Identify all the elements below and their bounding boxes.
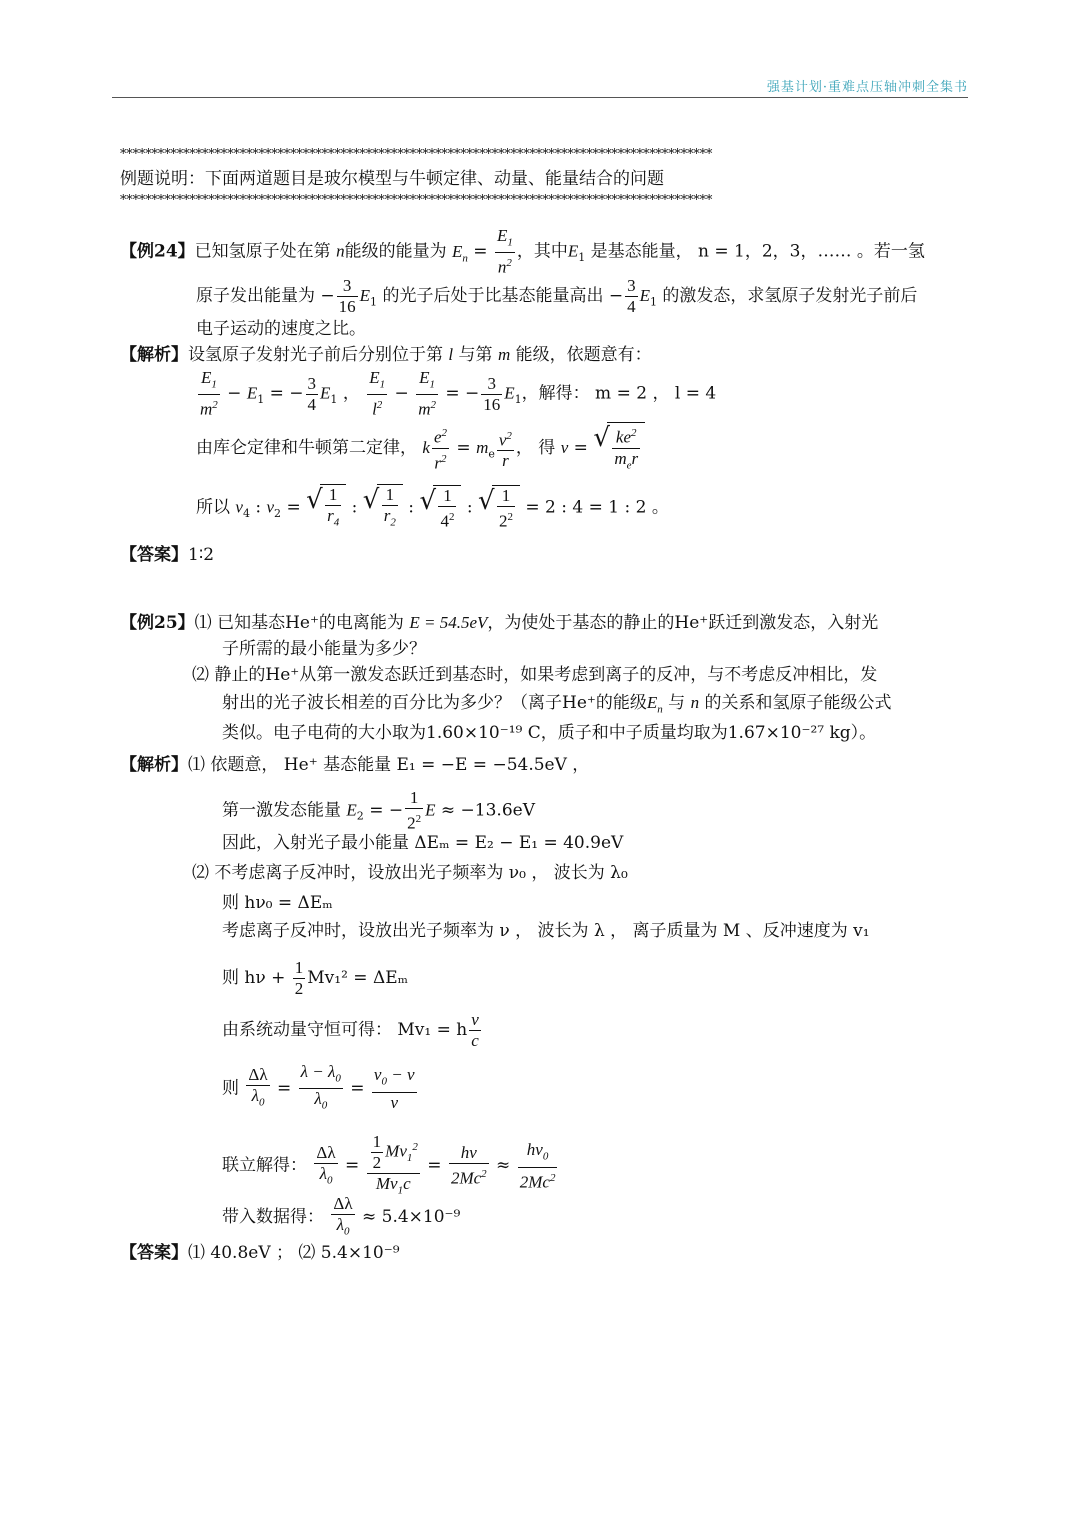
ex25-question-2a: ⑵ 静止的He⁺从第一激发态跃迁到基态时，如果考虑到离子的反冲，与不考虑反冲相比，发 (192, 665, 878, 685)
ex24-question-line3: 电子运动的速度之比。 (196, 319, 366, 339)
ex24-question-line2: 原子发出能量为 − $\frac{3}{16}$ $E_1$ 的光子后处于比基态能量高出 − $\frac{3}{4}$ $E_1$ 的激发态，求氢原子发射光子前后 (196, 276, 918, 316)
stars-divider-top: ********************************************************************************************** (120, 148, 713, 162)
ex25-solution-10: 联立解得： $\frac{\Delta\lambda}{\lambda_0}$ = $\frac{1}{2}$ $Mv_1^2$ $Mv_1c$ = $\frac{h\nu}{2Mc^2}$ ≈ $\frac{h\nu_0}{2Mc^2}$ (222, 1132, 559, 1200)
ex25-solution-11: 带入数据得： $\frac{\Delta\lambda}{\lambda_0}$ ≈ 5.4×10⁻⁹ (222, 1194, 460, 1241)
ex24-solution-coulomb: 由库仑定律和牛顿第二定律， k $\frac{e^2}{r^2}$ = $m_e$ $\frac{v^2}{r}$ ， 得 v = √ $\frac{ke^2}{m_er}$ (196, 422, 645, 475)
intro-label: 例题说明：下面两道题目是玻尔模型与牛顿定律、动量、能量结合的问题 (120, 169, 664, 189)
ex25-answer: 【答案】⑴ 40.8eV ； ⑵ 5.4×10⁻⁹ (120, 1243, 400, 1263)
ex25-solution-2: 第一激发态能量 $E_2$ = − $\frac{1}{2^2}$ E ≈ −13.6eV (222, 788, 535, 833)
ex25-solution-7: 则 hν + $\frac{1}{2}$ Mv₁² = ΔEₘ (222, 958, 409, 998)
ex25-solution-3: 因此，入射光子最小能量 ΔEₘ = E₂ − E₁ = 40.9eV (222, 833, 624, 853)
ex25-solution-9: 则 $\frac{\Delta\lambda}{\lambda_0}$ = $\frac{\lambda - \lambda_0}{\lambda_0}$ = $\frac{\nu_0 - \nu}{\nu}$ (222, 1062, 419, 1116)
fraction: $\frac{E_1}{n^2}$ (496, 226, 513, 278)
ex25-solution-1: 【解析】⑴ 依题意， He⁺ 基态能量 E₁ = −E = −54.5eV ， (120, 755, 590, 775)
ex25-solution-4: ⑵ 不考虑离子反冲时，设放出光子频率为 ν₀ ， 波长为 λ₀ (192, 863, 628, 883)
ex25-question-1b: 子所需的最小能量为多少？ (222, 639, 426, 659)
ex25-question-2c: 类似。电子电荷的大小取为1.60×10⁻¹⁹ C，质子和中子质量均取为1.67×10⁻²⁷ kg）。 (222, 723, 877, 743)
ex24-solution-line1: 【解析】设氢原子发射光子前后分别位于第 l 与第 m 能级，依题意有： (120, 345, 652, 365)
ex24-solution-ratio: 所以 $v_4$ : $v_2$ = √ $\frac{1}{r_4}$ : √ $\frac{1}{r_2}$ : √ $\frac{1}{4^2}$ : √ $\frac{1}{2^2}$ = 2 : 4 = 1 : 2 。 (196, 484, 669, 532)
ex25-solution-8: 由系统动量守恒可得： Mv₁ = h $\frac{\nu}{c}$ (222, 1010, 479, 1050)
ex25-question-2b: 射出的光子波长相差的百分比为多少？（离子He⁺的能级$E_n$ 与 n 的关系和氢原子能级公式 (222, 693, 892, 716)
header-title: 强基计划·重难点压轴冲刺全集书 (766, 80, 968, 95)
ex25-question-1a: 【例25】⑴ 已知基态He⁺的电离能为 E = 54.5eV，为使处于基态的静止的He⁺跃迁到激发态，入射光 (120, 613, 879, 633)
ex24-answer: 【答案】1∶2 (120, 545, 215, 565)
ex24-solution-equations: $\frac{E_1}{m^2}$ − $E_1$ = − $\frac{3}{4}$ $E_1$ ， $\frac{E_1}{l^2}$ − $\frac{E_1}{m^2}$ = − $\frac{3}{16}$ $E_1$，解得： m = 2 ， l = 4 (200, 368, 717, 420)
stars-divider-bottom: ********************************************************************************************** (120, 194, 713, 208)
header-rule (112, 97, 968, 98)
ex24-question-line1: 【例24】已知氢原子处在第 n能级的能量为 $E_n$ = $\frac{E_1}{n^2}$ ，其中$E_1$ 是基态能量， n = 1，2，3，…… 。若一氢 (120, 226, 925, 278)
ex25-solution-6: 考虑离子反冲时，设放出光子频率为 ν ， 波长为 λ ， 离子质量为 M 、反冲速度为 v₁ (222, 921, 870, 941)
fraction: $\frac{3}{4}$ (627, 276, 636, 316)
fraction: $\frac{3}{16}$ (338, 276, 356, 316)
ex24-tag: 【例24】 (120, 241, 195, 262)
ex25-solution-5: 则 hν₀ = ΔEₘ (222, 893, 333, 913)
